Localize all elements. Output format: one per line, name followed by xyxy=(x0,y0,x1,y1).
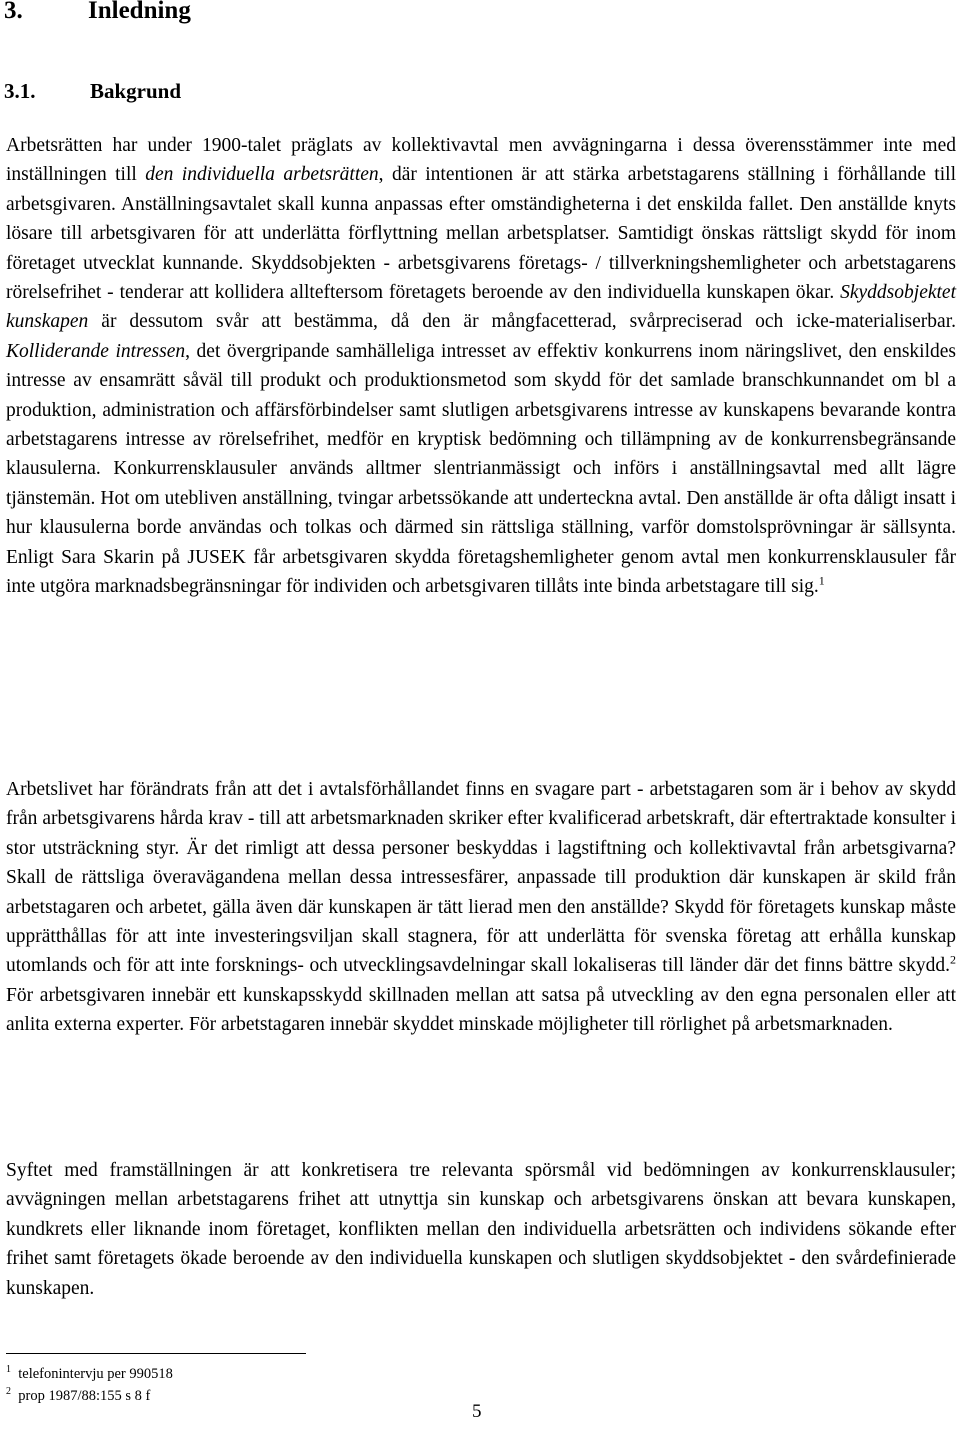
italic-term: Kolliderande intressen xyxy=(6,340,186,362)
footnote xyxy=(6,1363,606,1385)
footnote-reference[interactable]: 2 xyxy=(950,952,956,967)
paragraph-text: Arbetslivet har förändrats från att det i avtalsförhållandet finns en svagare part - arbetstagaren som är i behov av skydd från arbetsgivarens hårda krav - till att arbetsmarknaden skriker efter kvalificerad arbetskraft, där eftertraktade konsulter i stor utsträckning styr. Är det rimligt att dessa personer beskyddas i lagstiftning och kollektivavtal från arbetsgivarna? Skall de rättsliga överavägandena mellan dessa intressesfärer, anpassade till produktion där kunskapen är skild från arbetstagaren och arbetet, gälla även där kunskapen är tätt lierad men den anställde? Skydd för företagets kunskap måste upprätthållas för att inte investeringsviljan skall stagnera, för att underlätta för svenska företag att erhålla kunskap utomlands och för att inte forsknings- och utvecklingsavdelningar skall lokaliseras till länder där det finns bättre skydd. xyxy=(6,779,956,977)
paragraph-background xyxy=(6,131,956,602)
paragraph-text: Syftet med framställningen är att konkretisera tre relevanta spörsmål vid bedömningen av konkurrensklausuler; avvägningen mellan arbetstagarens frihet att utnyttja sin kunskap och arbetsgivarens önskan att bevara kunskapen, kundkrets eller liknande inom företaget, konflikten mellan den individuella arbetsrätten och individens sökande efter frihet samt företagets ökade beroende av den individuella kunskapen och slutligen skyddsobjektet - den svårdefinierade kunskapen. xyxy=(6,1160,956,1299)
page-number: 5 xyxy=(472,1401,482,1422)
footnote-divider xyxy=(6,1353,306,1354)
italic-term: Skyddsobjektet kunskapen xyxy=(6,282,956,333)
italic-term: den individuella arbetsrätten xyxy=(145,164,379,186)
paragraph-text: , där intentionen är att stärka arbetstagarens ställning i förhållande till arbetsgivaren. Anställningsavtalet skall kunna anpassas efter omständigheterna i det enskilda fallet. Den anställde knyts lösare till arbetsgivaren för att underlätta förflyttning mellan arbetsplatser. Samtidigt önskas rättsligt skydd för inom företaget utvecklat kunnande. Skyddsobjekten - arbetsgivarens företags- / tillverkningshemligheter och arbetstagarens rörelsefrihet - tenderar att kollidera allteftersom företagets beroende av den individuella kunskapen ökar. xyxy=(6,164,956,304)
footnote-number: 1 xyxy=(6,1364,11,1376)
paragraph-text: För arbetsgivaren innebär ett kunskapsskydd skillnaden mellan att satsa på utveckling av den egna personalen eller att anlita externa experter. För arbetstagaren innebär skyddet minskade möjligheter till rörlighet på arbetsmarknaden. xyxy=(6,984,956,1036)
footnotes xyxy=(6,1363,606,1407)
paragraph-text: , det övergripande samhälleliga intresset av effektiv konkurrens inom näringslivet, den enskildes intresse av ensamrätt såväl till produkt och produktionsmetod som skydd för det samlade branschkunnandet om bl a produktion, administration och affärsförbindelser samt slutligen arbetsgivarens intresse av kunskapens bevarande kontra arbetstagarens intresse av rörelsefrihet, medför en kryptisk bedömning och tillämpning av de konkurrensbegränsande klausulerna. Konkurrensklausuler används alltmer slentrianmässigt och införs i anställningsavtal med allt lägre tjänstemän. Hot om utebliven anställning, tvingar arbetssökande att underteckna avtal. Den anställde är ofta dåligt insatt i hur klausulerna borde användas och tolkas och därmed sin rättsliga ställning, varför domstolsprövningar är sällsynta. Enligt Sara Skarin på JUSEK får arbetsgivaren skydda företagshemligheter genom avtal men konkurrensklausuler får inte utgöra marknadsbegränsningar för individen och arbetsgivaren tillåts inte binda arbetstagare till sig. xyxy=(6,340,956,598)
section-number: 3.1. xyxy=(4,79,36,103)
paragraph-working-life xyxy=(6,775,956,1040)
footnote-text: prop 1987/88:155 s 8 f xyxy=(18,1388,151,1404)
section-heading xyxy=(4,78,181,104)
footnote xyxy=(6,1385,606,1407)
chapter-heading xyxy=(4,0,191,26)
paragraph-text: Arbetsrätten har under 1900-talet präglats av kollektivavtal men avvägningarna i dessa överensstämmer inte med inställningen till xyxy=(6,135,956,186)
paragraph-purpose xyxy=(6,1156,956,1303)
footnote-reference[interactable]: 1 xyxy=(818,573,825,588)
chapter-title: Inledning xyxy=(88,0,191,24)
section-title: Bakgrund xyxy=(90,79,182,103)
paragraph-text: är dessutom svår att bestämma, då den är mångfacetterad, svårpreciserad och icke-materialiserbar. xyxy=(88,311,956,333)
chapter-number: 3. xyxy=(4,0,23,24)
footnote-text: telefonintervju per 990518 xyxy=(18,1366,173,1382)
footnote-number: 2 xyxy=(6,1386,11,1398)
